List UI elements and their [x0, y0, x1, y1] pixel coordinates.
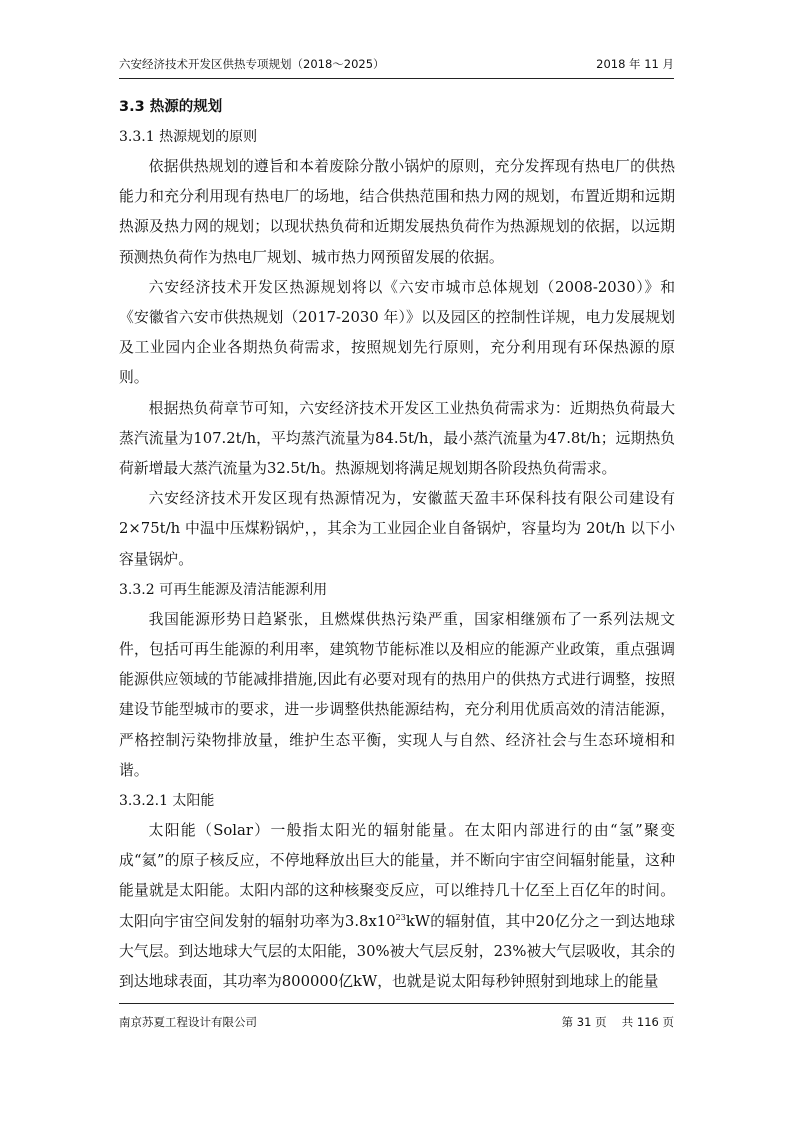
footer-company: 南京苏夏工程设计有限公司: [119, 1015, 257, 1029]
page-footer: [119, 1014, 674, 1034]
solar-text-part2: kW的辐射值，其中20亿分之一到达地球大气层。到达地球大气层的太阳能，30%被大气层反射，23%被大气层吸收，其余的到达地球表面，其功率为800000亿kW，也就是说太阳每秒钟照射到地球上的能量: [119, 912, 675, 991]
header-divider: [119, 78, 674, 79]
footer-divider: [119, 1003, 674, 1004]
paragraph: 六安经济技术开发区热源规划将以《六安市城市总体规划（2008-2030）》和《安徽省六安市供热规划（2017-2030 年）》以及园区的控制性详规，电力发展规划及工业园内企业各期热负荷需求，按照规划先行原则，充分利用现有环保热源的原则。: [119, 278, 675, 387]
paragraph: 依据供热规划的遵旨和本着废除分散小锅炉的原则，充分发挥现有热电厂的供热能力和充分利用现有热电厂的场地，结合供热范围和热力网的规划，布置近期和远期热源及热力网的规划；以现状热负荷和近期发展热负荷作为热源规划的依据，以远期预测热负荷作为热电厂规划、城市热力网预留发展的依据。: [119, 158, 675, 266]
solar-text-part1: 太阳能（Solar）一般指太阳光的辐射能量。在太阳内部进行的由“氢”聚变成“氦”的原子核反应，不停地释放出巨大的能量，并不断向宇宙空间辐射能量，这种能量就是太阳能。太阳内部的这种核聚变反应，可以维持几十亿至上百亿年的时间。太阳向宇宙空间发射的辐射功率为3.8x10: [119, 822, 675, 930]
subsection-heading-principles: 3.3.1 热源规划的原则: [119, 129, 258, 145]
subsection-heading-solar: 3.3.2.1 太阳能: [119, 793, 215, 810]
solar-exponent: 23: [395, 912, 406, 922]
header-title: 六安经济技术开发区供热专项规划（2018～2025）: [119, 57, 385, 71]
document-body: [119, 92, 675, 997]
paragraph: 根据热负荷章节可知，六安经济技术开发区工业热负荷需求为：近期热负荷最大蒸汽流量为107.2t/h，平均蒸汽流量为84.5t/h，最小蒸汽流量为47.8t/h；远期热负荷新增最大蒸汽流量为32.5t/h。热源规划将满足规划期各阶段热负荷需求。: [119, 399, 675, 478]
paragraph-solar: [119, 816, 675, 997]
footer-page-number: 第 31 页 共 116 页: [561, 1015, 674, 1029]
paragraph: 六安经济技术开发区现有热源情况为，安徽蓝天盈丰环保科技有限公司建设有2×75t/h 中温中压煤粉锅炉，，其余为工业园企业自备锅炉，容量均为 20t/h 以下小容量锅炉。: [119, 490, 675, 568]
page-header: [119, 56, 674, 76]
paragraph: 我国能源形势日趋紧张，且燃煤供热污染严重，国家相继颁布了一系列法规文件，包括可再生能源的利用率，建筑物节能标准以及相应的能源产业政策，重点强调能源供应领域的节能减排措施,因此有必要对现有的热用户的供热方式进行调整，按照建设节能型城市的要求，进一步调整供热能源结构，充分利用优质高效的清洁能源，严格控制污染物排放量，维护生态平衡，实现人与自然、经济社会与生态环境相和谐。: [119, 610, 675, 779]
section-heading: 3.3 热源的规划: [119, 99, 223, 115]
header-date: 2018 年 11 月: [596, 57, 674, 71]
subsection-heading-renewable: 3.3.2 可再生能源及清洁能源利用: [119, 581, 328, 598]
